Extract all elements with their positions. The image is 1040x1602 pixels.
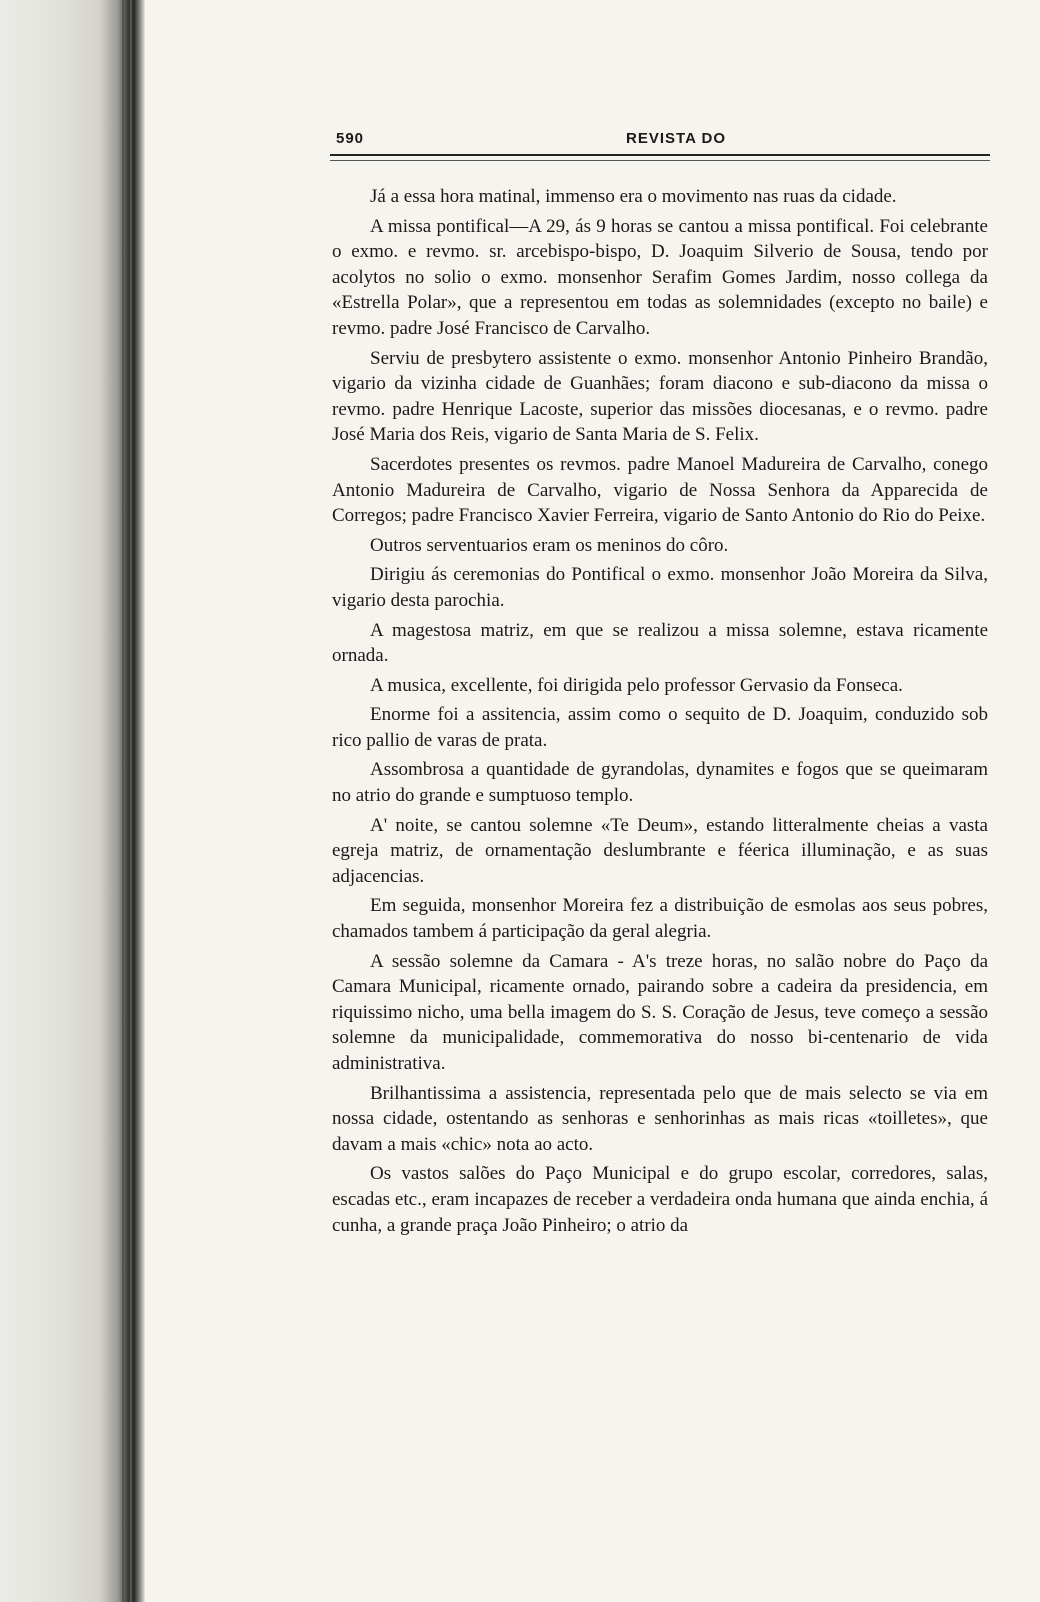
paragraph: A missa pontifical—A 29, ás 9 horas se cantou a missa pontifical. Foi celebrante o exmo. e revmo. sr. arcebispo-bispo, D. Joaquim Silverio de Sousa, tendo por acolytos no solio o exmo. monsenhor Serafim Gomes Jardim, nosso collega da «Estrella Polar», que a representou em todas as solemnidades (excepto no baile) e revmo. padre José Francisco de Carvalho.	[332, 215, 988, 339]
paragraph: Enorme foi a assitencia, assim como o sequito de D. Joaquim, conduzido sob rico pallio de varas de prata.	[332, 704, 988, 751]
paragraph: Os vastos salões do Paço Municipal e do grupo escolar, corredores, salas, escadas etc., eram incapazes de receber a verdadeira onda humana que ainda enchia, á cunha, a grande praça João Pinheiro; o atrio da	[332, 1163, 988, 1236]
header-rule	[330, 154, 990, 161]
page-header	[336, 124, 986, 154]
paragraph: Outros serventuarios eram os meninos do côro.	[370, 534, 729, 556]
paragraph: Sacerdotes presentes os revmos. padre Manoel Madureira de Carvalho, conego Antonio Madureira de Carvalho, vigario de Nossa Senhora da Apparecida de Corregos; padre Francisco Xavier Ferreira, vigario de Santo Antonio do Rio do Peixe.	[332, 453, 988, 527]
paragraph: Brilhantissima a assistencia, representada pelo que de mais selecto se via em nossa cidade, ostentando as senhoras e senhorinhas as mais ricas «toilletes», que davam a mais «chic» nota ao acto.	[332, 1082, 988, 1155]
page-number: 590	[336, 130, 365, 147]
paragraph: A' noite, se cantou solemne «Te Deum», estando litteralmente cheias a vasta egreja matriz, de ornamentação deslumbrante e féerica illuminação, e as suas adjacencias.	[332, 814, 988, 887]
paragraph: A sessão solemne da Camara - A's treze horas, no salão nobre do Paço da Camara Municipal, ricamente ornado, pairando sobre a cadeira da presidencia, em riquissimo nicho, uma bella imagem do S. S. Coração de Jesus, teve começo a sessão solemne da municipalidade, commemorativa do nosso bi-centenario de vida administrativa.	[332, 950, 988, 1074]
paragraph: Assombrosa a quantidade de gyrandolas, dynamites e fogos que se queimaram no atrio do grande e sumptuoso templo.	[332, 759, 988, 807]
running-title: REVISTA DO	[626, 130, 727, 147]
paragraph: Dirigiu ás ceremonias do Pontifical o exmo. monsenhor João Moreira da Silva, vigario desta parochia.	[332, 564, 988, 611]
gutter-line	[122, 0, 124, 1602]
body-text	[332, 184, 988, 1242]
paragraph: A magestosa matriz, em que se realizou a missa solemne, estava ricamente ornada.	[332, 619, 988, 667]
paragraph: Já a essa hora matinal, immenso era o movimento nas ruas da cidade.	[370, 186, 897, 207]
paragraph: A musica, excellente, foi dirigida pelo professor Gervasio da Fonseca.	[370, 674, 903, 696]
gutter-line	[130, 0, 132, 1602]
paragraph: Serviu de presbytero assistente o exmo. monsenhor Antonio Pinheiro Brandão, vigario da vizinha cidade de Guanhães; foram diacono e sub-diacono da missa o revmo. padre Henrique Lacoste, superior das missões diocesanas, e o revmo. padre José Maria dos Reis, vigario de Santa Maria de S. Felix.	[332, 347, 988, 446]
paragraph: Em seguida, monsenhor Moreira fez a distribuição de esmolas aos seus pobres, chamados tambem á participação da geral alegria.	[332, 895, 988, 943]
